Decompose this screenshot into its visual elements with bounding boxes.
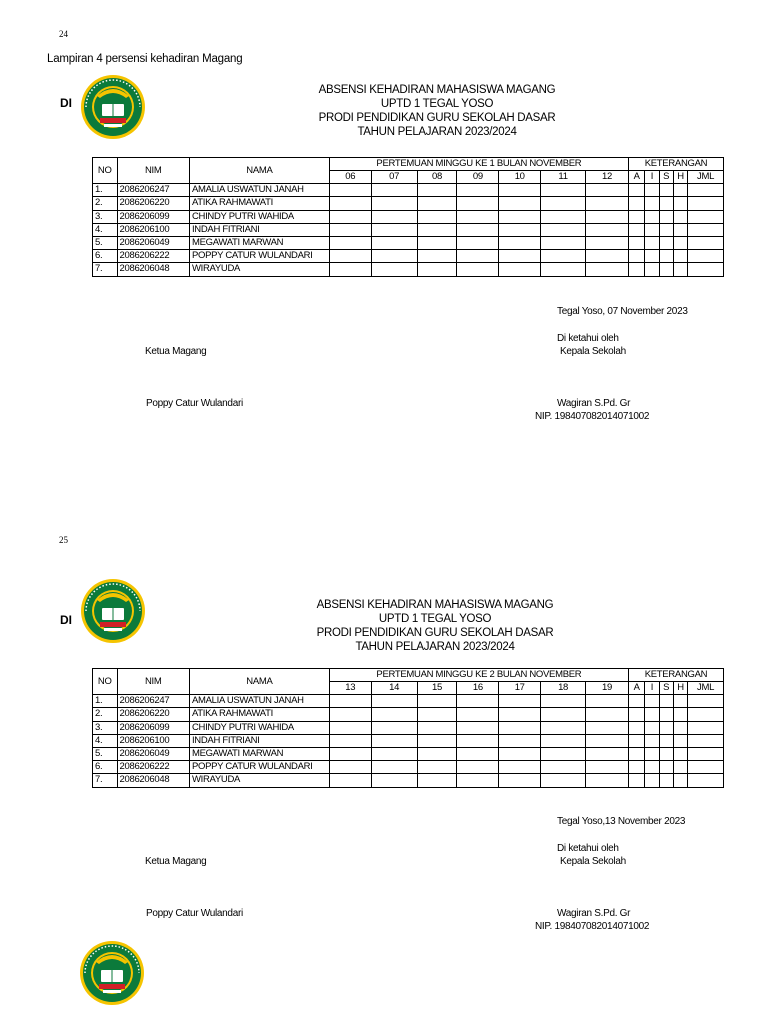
table-row [93,263,724,276]
empty-cell [688,695,724,708]
empty-cell [499,236,541,249]
header-nim: NIM [117,669,189,695]
header-ket-jml: JML [688,682,724,695]
cell-no: 3. [93,721,118,734]
cell-nim: 2086206100 [117,734,189,747]
empty-cell [586,774,629,787]
page-number: 25 [59,535,68,545]
document-heading [257,83,617,139]
empty-cell [645,263,659,276]
empty-cell [457,734,499,747]
right-role: Kepala Sekolah [560,346,626,357]
table-row [93,761,724,774]
cell-nama: INDAH FITRIANI [189,734,329,747]
page-number: 24 [59,29,68,39]
cell-no: 6. [93,761,118,774]
empty-cell [586,210,629,223]
empty-cell [457,236,499,249]
empty-cell [688,747,724,760]
cell-no: 5. [93,236,118,249]
empty-cell [329,695,371,708]
empty-cell [417,250,457,263]
left-signatory-name: Poppy Catur Wulandari [146,398,243,409]
cell-nama: INDAH FITRIANI [189,223,329,236]
empty-cell [628,774,644,787]
empty-cell [586,747,629,760]
empty-cell [329,250,371,263]
empty-cell [688,761,724,774]
table-row [93,236,724,249]
cell-nama: CHINDY PUTRI WAHIDA [189,210,329,223]
empty-cell [645,223,659,236]
empty-cell [541,184,586,197]
header-keterangan: KETERANGAN [628,158,723,171]
empty-cell [586,263,629,276]
cell-nama: AMALIA USWATUN JANAH [189,695,329,708]
empty-cell [628,236,644,249]
empty-cell [673,721,687,734]
empty-cell [329,774,371,787]
empty-cell [586,184,629,197]
empty-cell [371,708,417,721]
empty-cell [628,223,644,236]
empty-cell [541,695,586,708]
empty-cell [659,734,673,747]
right-signatory-name: Wagiran S.Pd. Gr [557,398,631,409]
table-row [93,197,724,210]
empty-cell [659,210,673,223]
empty-cell [673,210,687,223]
school-logo-icon [79,940,145,1006]
empty-cell [659,263,673,276]
cell-no: 4. [93,734,118,747]
empty-cell [628,761,644,774]
empty-cell [659,184,673,197]
empty-cell [645,734,659,747]
table-row [93,250,724,263]
header-date: 17 [499,682,541,695]
nip: NIP. 198407082014071002 [535,921,650,932]
heading-line: ABSENSI KEHADIRAN MAHASISWA MAGANG [316,599,554,611]
cell-nama: MEGAWATI MARWAN [189,747,329,760]
empty-cell [329,708,371,721]
empty-cell [329,747,371,760]
empty-cell [541,761,586,774]
empty-cell [586,721,629,734]
known-by: Di ketahui oleh [557,333,619,344]
empty-cell [586,250,629,263]
header-no: NO [93,669,118,695]
empty-cell [673,197,687,210]
cell-no: 1. [93,184,118,197]
empty-cell [499,695,541,708]
empty-cell [371,774,417,787]
empty-cell [329,761,371,774]
cell-nim: 2086206100 [117,223,189,236]
header-nama: NAMA [189,669,329,695]
empty-cell [586,236,629,249]
di-label: DI [60,96,72,110]
empty-cell [371,223,417,236]
di-label: DI [60,613,72,627]
empty-cell [329,210,371,223]
empty-cell [628,184,644,197]
header-ket-s: S [659,171,673,184]
empty-cell [659,761,673,774]
header-date: 13 [329,682,371,695]
empty-cell [673,708,687,721]
empty-cell [645,250,659,263]
cell-nim: 2086206220 [117,197,189,210]
header-meeting: PERTEMUAN MINGGU KE 1 BULAN NOVEMBER [329,158,628,171]
empty-cell [673,761,687,774]
empty-cell [688,250,724,263]
empty-cell [457,774,499,787]
cell-no: 5. [93,747,118,760]
empty-cell [688,708,724,721]
header-ket-h: H [673,682,687,695]
empty-cell [673,734,687,747]
empty-cell [659,774,673,787]
cell-no: 7. [93,774,118,787]
header-ket-jml: JML [688,171,724,184]
cell-nama: WIRAYUDA [189,263,329,276]
empty-cell [457,747,499,760]
student-rows [93,695,724,787]
empty-cell [417,721,457,734]
empty-cell [499,263,541,276]
cell-no: 4. [93,223,118,236]
empty-cell [645,695,659,708]
empty-cell [417,210,457,223]
header-ket-h: H [673,171,687,184]
table-row [93,774,724,787]
empty-cell [673,774,687,787]
header-date: 07 [371,171,417,184]
cell-nim: 2086206222 [117,761,189,774]
empty-cell [417,236,457,249]
empty-cell [417,761,457,774]
empty-cell [628,250,644,263]
empty-cell [673,747,687,760]
empty-cell [417,734,457,747]
header-date: 15 [417,682,457,695]
empty-cell [457,184,499,197]
cell-nama: MEGAWATI MARWAN [189,236,329,249]
empty-cell [541,708,586,721]
table-row [93,184,724,197]
empty-cell [499,708,541,721]
empty-cell [371,210,417,223]
cell-nim: 2086206222 [117,250,189,263]
empty-cell [688,210,724,223]
empty-cell [541,236,586,249]
header-ket-a: A [628,682,644,695]
header-date: 14 [371,682,417,695]
empty-cell [659,250,673,263]
empty-cell [659,223,673,236]
empty-cell [645,774,659,787]
empty-cell [499,223,541,236]
empty-cell [417,263,457,276]
empty-cell [541,721,586,734]
empty-cell [371,263,417,276]
header-ket-a: A [628,171,644,184]
empty-cell [586,223,629,236]
cell-nim: 2086206048 [117,263,189,276]
empty-cell [371,236,417,249]
left-role: Ketua Magang [145,856,207,867]
header-date: 18 [541,682,586,695]
left-signatory-name: Poppy Catur Wulandari [146,908,243,919]
empty-cell [586,734,629,747]
empty-cell [688,774,724,787]
empty-cell [371,184,417,197]
heading-line: UPTD 1 TEGAL YOSO [378,613,492,625]
nip: NIP. 198407082014071002 [535,411,650,422]
empty-cell [659,695,673,708]
empty-cell [628,210,644,223]
header-date: 16 [457,682,499,695]
empty-cell [417,223,457,236]
empty-cell [371,695,417,708]
empty-cell [586,761,629,774]
empty-cell [688,263,724,276]
cell-nim: 2086206099 [117,210,189,223]
empty-cell [628,747,644,760]
empty-cell [628,734,644,747]
empty-cell [329,721,371,734]
empty-cell [371,761,417,774]
empty-cell [457,695,499,708]
right-signatory-name: Wagiran S.Pd. Gr [557,908,631,919]
empty-cell [371,197,417,210]
empty-cell [688,236,724,249]
empty-cell [329,184,371,197]
empty-cell [645,197,659,210]
empty-cell [499,774,541,787]
header-date: 10 [499,171,541,184]
empty-cell [541,774,586,787]
table-row [93,747,724,760]
cell-nama: WIRAYUDA [189,774,329,787]
header-date: 08 [417,171,457,184]
empty-cell [659,708,673,721]
cell-nama: POPPY CATUR WULANDARI [189,250,329,263]
cell-nama: ATIKA RAHMAWATI [189,197,329,210]
empty-cell [645,184,659,197]
attachment-caption: Lampiran 4 persensi kehadiran Magang [47,53,243,65]
left-role: Ketua Magang [145,346,207,357]
table-row [93,695,724,708]
header-date: 12 [586,171,629,184]
heading-line: PRODI PENDIDIKAN GURU SEKOLAH DASAR [316,627,554,639]
header-date: 19 [586,682,629,695]
document-heading [255,598,615,654]
empty-cell [417,708,457,721]
empty-cell [688,184,724,197]
empty-cell [541,250,586,263]
cell-no: 6. [93,250,118,263]
empty-cell [659,721,673,734]
empty-cell [541,210,586,223]
known-by: Di ketahui oleh [557,843,619,854]
empty-cell [371,747,417,760]
cell-no: 3. [93,210,118,223]
empty-cell [329,734,371,747]
cell-nim: 2086206247 [117,184,189,197]
school-logo-icon [80,74,146,140]
header-date: 06 [329,171,371,184]
table-row [93,210,724,223]
empty-cell [417,774,457,787]
empty-cell [499,184,541,197]
empty-cell [688,197,724,210]
empty-cell [688,223,724,236]
empty-cell [417,747,457,760]
empty-cell [417,695,457,708]
attendance-table [92,157,724,277]
table-row [93,708,724,721]
empty-cell [645,721,659,734]
empty-cell [628,263,644,276]
heading-line: PRODI PENDIDIKAN GURU SEKOLAH DASAR [318,112,556,124]
empty-cell [457,721,499,734]
header-nim: NIM [117,158,189,184]
cell-nama: AMALIA USWATUN JANAH [189,184,329,197]
empty-cell [673,184,687,197]
header-keterangan: KETERANGAN [628,669,723,682]
cell-no: 2. [93,708,118,721]
empty-cell [329,223,371,236]
empty-cell [457,197,499,210]
heading-line: ABSENSI KEHADIRAN MAHASISWA MAGANG [318,84,556,96]
table-row [93,223,724,236]
empty-cell [688,734,724,747]
header-date: 09 [457,171,499,184]
empty-cell [541,734,586,747]
heading-line: UPTD 1 TEGAL YOSO [380,98,494,110]
cell-no: 7. [93,263,118,276]
empty-cell [417,184,457,197]
empty-cell [499,747,541,760]
cell-nim: 2086206247 [117,695,189,708]
cell-no: 2. [93,197,118,210]
empty-cell [371,734,417,747]
cell-nim: 2086206049 [117,236,189,249]
header-meeting: PERTEMUAN MINGGU KE 2 BULAN NOVEMBER [329,669,628,682]
empty-cell [541,747,586,760]
empty-cell [499,250,541,263]
cell-nim: 2086206049 [117,747,189,760]
cell-nama: ATIKA RAHMAWATI [189,708,329,721]
empty-cell [645,708,659,721]
empty-cell [688,721,724,734]
header-no: NO [93,158,118,184]
empty-cell [645,747,659,760]
empty-cell [541,263,586,276]
empty-cell [371,721,417,734]
empty-cell [457,761,499,774]
heading-line: TAHUN PELAJARAN 2023/2024 [355,641,515,653]
table-row [93,734,724,747]
place-date: Tegal Yoso,13 November 2023 [557,816,686,827]
cell-nama: POPPY CATUR WULANDARI [189,761,329,774]
cell-nim: 2086206220 [117,708,189,721]
empty-cell [628,695,644,708]
attendance-table [92,668,724,788]
empty-cell [499,721,541,734]
empty-cell [645,761,659,774]
empty-cell [329,263,371,276]
cell-no: 1. [93,695,118,708]
empty-cell [586,708,629,721]
empty-cell [673,223,687,236]
empty-cell [457,250,499,263]
empty-cell [499,197,541,210]
empty-cell [628,708,644,721]
empty-cell [457,708,499,721]
empty-cell [457,210,499,223]
empty-cell [673,236,687,249]
empty-cell [659,236,673,249]
empty-cell [329,197,371,210]
empty-cell [659,197,673,210]
cell-nim: 2086206099 [117,721,189,734]
table-row [93,721,724,734]
header-ket-i: I [645,171,659,184]
cell-nim: 2086206048 [117,774,189,787]
heading-line: TAHUN PELAJARAN 2023/2024 [357,126,517,138]
cell-nama: CHINDY PUTRI WAHIDA [189,721,329,734]
empty-cell [541,197,586,210]
header-ket-i: I [645,682,659,695]
empty-cell [586,695,629,708]
empty-cell [628,721,644,734]
empty-cell [645,210,659,223]
header-date: 11 [541,171,586,184]
empty-cell [371,250,417,263]
empty-cell [586,197,629,210]
empty-cell [499,734,541,747]
place-date: Tegal Yoso, 07 November 2023 [557,306,688,317]
empty-cell [541,223,586,236]
student-rows [93,184,724,276]
right-role: Kepala Sekolah [560,856,626,867]
empty-cell [457,263,499,276]
empty-cell [673,263,687,276]
header-ket-s: S [659,682,673,695]
empty-cell [417,197,457,210]
empty-cell [673,695,687,708]
empty-cell [329,236,371,249]
header-nama: NAMA [189,158,329,184]
empty-cell [659,747,673,760]
empty-cell [499,761,541,774]
empty-cell [457,223,499,236]
empty-cell [645,236,659,249]
empty-cell [499,210,541,223]
school-logo-icon [80,578,146,644]
empty-cell [628,197,644,210]
empty-cell [673,250,687,263]
